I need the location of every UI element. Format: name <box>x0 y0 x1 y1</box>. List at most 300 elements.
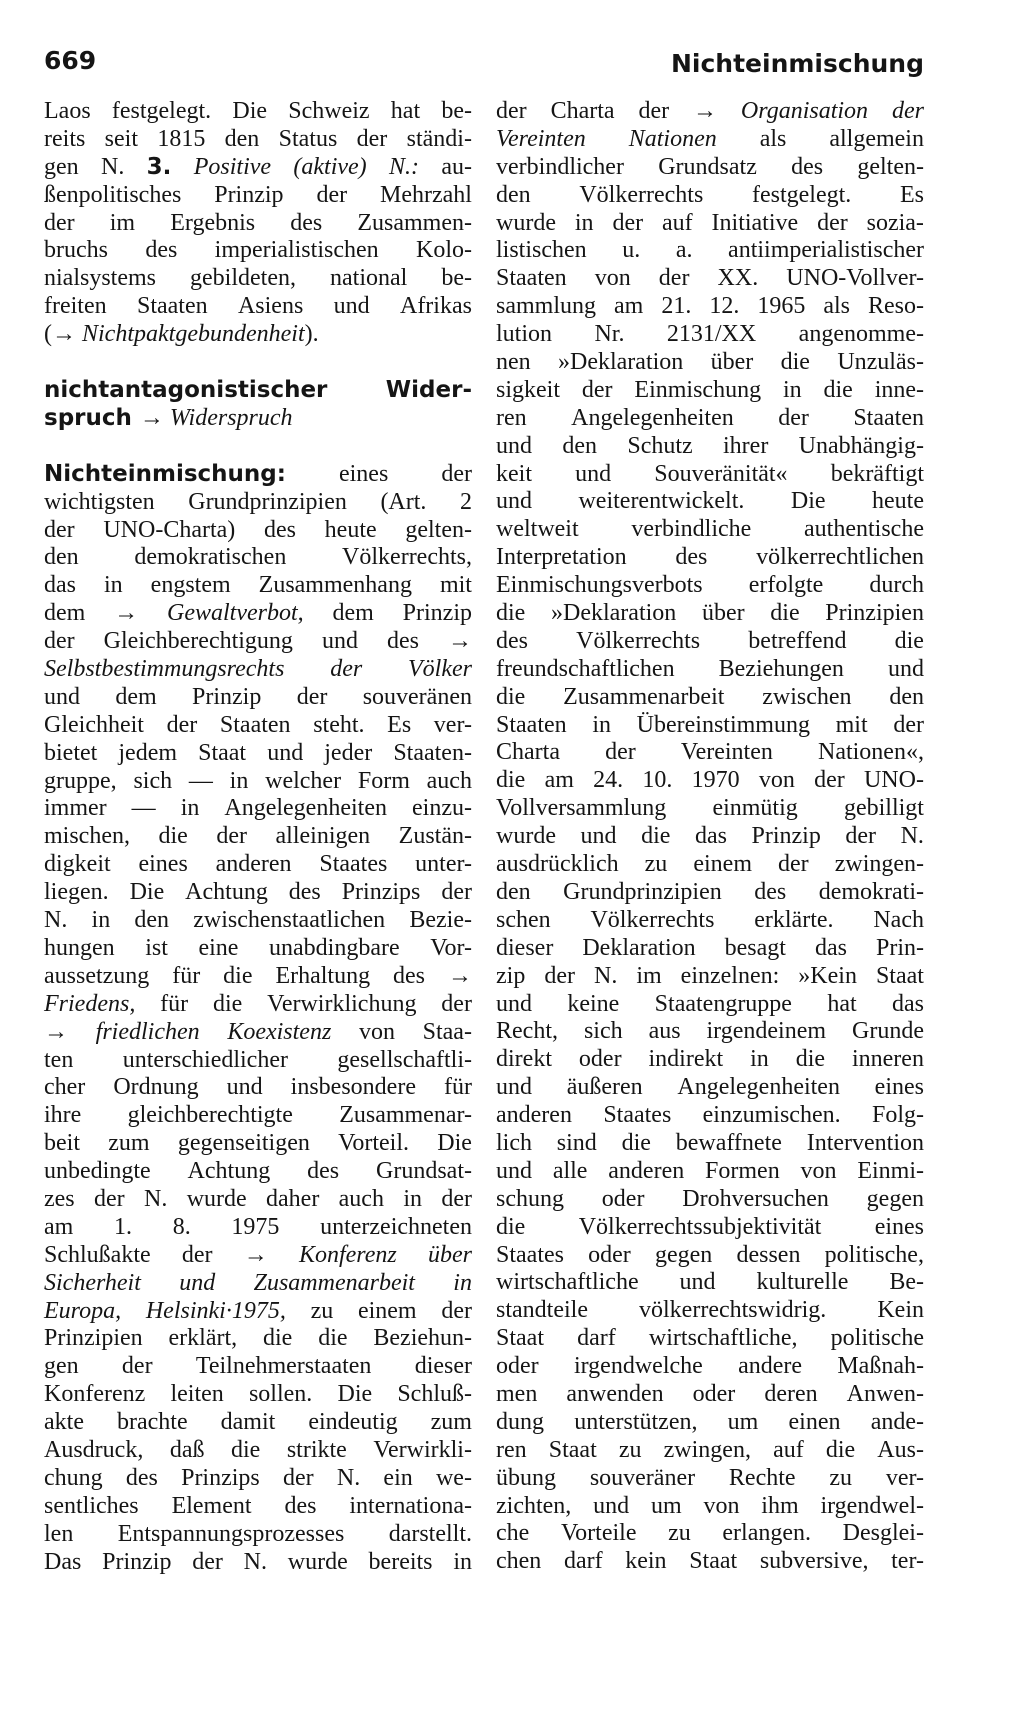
text-line <box>44 1214 472 1242</box>
word: demokratischen <box>134 544 287 571</box>
word: zu <box>668 1520 691 1547</box>
word: und <box>887 655 924 682</box>
text-line <box>44 210 472 238</box>
word: Mehrzahl <box>380 181 472 208</box>
word: den <box>224 125 260 152</box>
word: der <box>94 1185 125 1212</box>
word: → <box>447 962 472 989</box>
word: N. <box>44 907 68 934</box>
word: gen <box>44 153 79 180</box>
word: von <box>358 1018 395 1045</box>
text-line <box>496 1214 924 1242</box>
text-line <box>496 544 924 572</box>
word: dieser <box>414 1353 472 1380</box>
word: Initiative <box>711 209 799 236</box>
word: der <box>441 879 472 906</box>
word: standteile <box>496 1297 588 1324</box>
word: Wider- <box>385 377 472 404</box>
text-line <box>496 405 924 433</box>
word: Vereinten <box>496 125 586 152</box>
text-line <box>496 1465 924 1493</box>
word: Achtung <box>187 1158 271 1185</box>
text-line <box>496 572 924 600</box>
word: ihm <box>761 1492 799 1519</box>
text-line <box>44 1465 472 1493</box>
word: der <box>581 376 613 403</box>
text-line <box>44 991 472 1019</box>
text-line <box>44 684 472 712</box>
word: brachte <box>117 1409 188 1436</box>
word: sind <box>556 1129 597 1156</box>
page-number: 669 <box>44 46 97 75</box>
word: kulturelle <box>756 1269 849 1296</box>
word: sozia- <box>866 209 924 236</box>
word: 2 <box>460 488 472 515</box>
word: Vorteile <box>560 1520 637 1547</box>
word: dessen <box>736 1241 801 1268</box>
text-line <box>44 600 472 628</box>
word: Laos <box>44 98 91 124</box>
text-line <box>44 1437 472 1465</box>
word: N. <box>900 823 924 850</box>
word: oder <box>601 1185 645 1212</box>
text-line <box>44 154 472 182</box>
word: die <box>894 627 924 654</box>
word: gegenseitigen <box>177 1130 310 1157</box>
word: 1. <box>114 1213 133 1240</box>
text-line <box>44 1381 472 1409</box>
word: Reso- <box>868 293 924 320</box>
text-line <box>496 237 924 265</box>
word: auch <box>338 1185 384 1212</box>
text-line <box>44 1270 472 1298</box>
word: völkerrechtswidrig. <box>639 1297 827 1324</box>
word: XX. <box>717 265 759 292</box>
word: und <box>575 460 612 487</box>
text-line <box>496 126 924 154</box>
word: Nr. <box>594 321 625 348</box>
text-line <box>44 98 472 126</box>
word: des <box>386 628 419 655</box>
text-line <box>44 1298 472 1326</box>
word: zichten, <box>496 1492 572 1519</box>
word: in <box>91 907 111 934</box>
word: erfolgte <box>748 572 824 599</box>
word: die <box>496 767 526 794</box>
word: national <box>330 265 408 292</box>
word: von <box>703 1492 740 1519</box>
word: Aus- <box>877 1436 924 1463</box>
word: N.: <box>388 153 419 180</box>
word: wurde <box>186 1185 247 1212</box>
word: irgendwel- <box>820 1492 924 1519</box>
word: dem <box>44 600 86 627</box>
word: die <box>770 600 800 627</box>
word: einem <box>693 851 752 878</box>
word: die <box>496 1213 526 1240</box>
word: zu <box>310 1297 334 1324</box>
word: gegen <box>866 1185 924 1212</box>
word: den <box>889 683 924 710</box>
word: der <box>814 767 845 794</box>
word: verbindliche <box>631 516 752 543</box>
text-line <box>44 851 472 879</box>
text-line <box>496 739 924 767</box>
word: ihrer <box>723 432 769 459</box>
word: oder <box>578 1046 622 1073</box>
running-head: Nichteinmischung <box>671 49 924 78</box>
text-line <box>44 712 472 740</box>
word: heute <box>324 516 377 543</box>
word: wurde <box>496 209 556 236</box>
text-line <box>496 600 924 628</box>
word: die <box>223 962 253 989</box>
word: 1965 <box>757 293 806 320</box>
word: von <box>758 767 795 794</box>
word: Selbstbestimmungsrechts <box>44 656 285 683</box>
word: der <box>44 209 75 236</box>
word: damit <box>220 1409 276 1436</box>
word: äußeren <box>566 1074 643 1101</box>
word: Friedens, <box>44 990 136 1017</box>
text-line <box>496 628 924 656</box>
text-line <box>496 516 924 544</box>
word: einzu- <box>412 795 472 822</box>
word: 21. <box>661 293 692 320</box>
word: und <box>496 990 532 1017</box>
word: ren <box>496 404 527 431</box>
word: in <box>453 1269 472 1296</box>
word: Staat <box>875 962 924 989</box>
word: auch <box>426 767 472 794</box>
word: anderen <box>215 851 292 878</box>
word: be- <box>441 265 472 292</box>
word: die <box>212 990 243 1017</box>
word: 24. <box>593 767 624 794</box>
word: reits <box>44 125 86 152</box>
word: der <box>330 656 363 683</box>
word: welcher <box>265 767 342 794</box>
word: Beziehungen <box>718 655 844 682</box>
word: bietet <box>44 739 98 766</box>
word: daß <box>169 1436 205 1463</box>
word: → <box>243 1241 268 1268</box>
word: einzelnen: <box>680 962 780 989</box>
word: Vereinten <box>680 739 773 766</box>
text-line <box>496 1018 924 1046</box>
word: ten <box>44 1046 74 1073</box>
word: zu <box>829 1464 853 1491</box>
word: hat <box>827 990 857 1017</box>
text-line <box>496 991 924 1019</box>
word: Grunde <box>852 1018 924 1045</box>
word: in <box>782 376 802 403</box>
word: betreffend <box>748 627 847 654</box>
text-line <box>496 1325 924 1353</box>
word: Formen <box>705 1157 780 1184</box>
word: men <box>496 1380 538 1407</box>
word: Status <box>278 125 338 152</box>
text-line <box>44 1102 472 1130</box>
word: schen <box>496 906 551 933</box>
word: internationa- <box>349 1492 472 1519</box>
text-line <box>496 98 924 126</box>
word: dung <box>496 1408 544 1435</box>
word: ter- <box>891 1548 924 1575</box>
word: aussetzung <box>44 962 150 989</box>
word: ßenpolitisches <box>44 181 182 208</box>
word: der <box>44 628 75 655</box>
word: Positive <box>193 153 272 180</box>
word: und <box>580 823 617 850</box>
text-line <box>496 377 924 405</box>
word: → <box>693 98 718 124</box>
text-line <box>496 1046 924 1074</box>
word: in <box>453 1548 472 1575</box>
word: um <box>650 1492 682 1519</box>
text-line <box>496 1297 924 1325</box>
word: für <box>160 990 189 1017</box>
word: Charta <box>550 98 615 124</box>
word: authentische <box>804 516 924 543</box>
word: unter- <box>415 851 472 878</box>
text-line <box>44 489 472 517</box>
word: Völkerrechts <box>579 181 704 208</box>
word: die <box>825 1436 856 1463</box>
word: wirtschaftliche <box>496 1269 639 1296</box>
text-line <box>44 1158 472 1186</box>
word: unabdingbare <box>269 934 400 961</box>
word: bereits <box>368 1548 433 1575</box>
text-line <box>44 405 472 433</box>
text-line <box>44 1074 472 1102</box>
word: Staaten <box>496 265 567 292</box>
text-line <box>496 1437 924 1465</box>
word: hat <box>390 98 421 124</box>
text-line <box>496 907 924 935</box>
word: Ergebnis <box>170 209 256 236</box>
word: des <box>125 1464 158 1491</box>
word: zu <box>618 1436 642 1463</box>
word: als <box>759 125 787 152</box>
word: u. <box>622 237 641 264</box>
word: Afrikas <box>399 293 472 320</box>
word: politische <box>830 1325 924 1352</box>
word: ist <box>145 934 168 961</box>
word: → <box>114 600 139 627</box>
word: Widerspruch <box>169 404 293 431</box>
word: in <box>229 767 249 794</box>
word: und <box>333 293 370 320</box>
text-line <box>44 1019 472 1047</box>
text-line <box>44 1130 472 1158</box>
word: Zusammenar- <box>339 1102 472 1129</box>
word: Einmischungsverbots <box>496 572 703 599</box>
word: die <box>318 1325 348 1352</box>
word: imperialistischen <box>214 237 379 264</box>
word: 12. <box>709 293 740 320</box>
word: das <box>44 572 76 599</box>
word: → <box>447 628 472 655</box>
word: weiterentwickelt. <box>578 488 745 515</box>
word: gelten- <box>405 516 472 543</box>
word: Organisation <box>740 98 869 124</box>
text-line <box>496 1242 924 1270</box>
word: Grundsatz <box>658 153 757 180</box>
word: Ausdruck, <box>44 1436 144 1463</box>
word: ande- <box>870 1408 924 1435</box>
text-line <box>44 656 472 684</box>
word: für <box>443 1074 472 1101</box>
word: Kolo- <box>415 237 472 264</box>
word: zwischen <box>762 683 852 710</box>
word: eines <box>338 460 389 487</box>
word: Unzuläs- <box>837 349 924 376</box>
word: — <box>131 795 156 822</box>
text-line <box>496 1158 924 1186</box>
word: eines <box>874 1074 924 1101</box>
word: 1970 <box>691 767 740 794</box>
word: politische, <box>824 1241 924 1268</box>
word: au- <box>441 153 472 180</box>
word: Helsinki·1975, <box>145 1297 286 1324</box>
text-line <box>496 1493 924 1521</box>
word: 3. <box>146 153 172 180</box>
text-line <box>496 1353 924 1381</box>
word: → <box>44 1018 68 1045</box>
word: übung <box>496 1464 556 1491</box>
word: dem <box>115 683 157 710</box>
text-line <box>44 823 472 851</box>
text-line <box>496 349 924 377</box>
word: Prinzips <box>341 879 421 906</box>
word: Achtung <box>185 879 268 906</box>
word: gesellschaftli- <box>337 1046 472 1073</box>
word: demokrati- <box>818 878 924 905</box>
word: der <box>192 1548 223 1575</box>
word: Folg- <box>871 1102 924 1129</box>
word: bruchs <box>44 237 108 264</box>
word: strikte <box>286 1436 347 1463</box>
text-line <box>44 879 472 907</box>
word: Grundprinzipien <box>563 878 722 905</box>
word: eindeutig <box>308 1409 398 1436</box>
word: Die <box>129 879 165 906</box>
word: einen <box>788 1408 841 1435</box>
word: → <box>139 404 170 431</box>
word: friedlichen <box>95 1018 200 1045</box>
word: spruch <box>44 404 140 431</box>
word: Angelegenheiten <box>571 404 734 431</box>
word: Staatengruppe <box>654 990 792 1017</box>
word: hungen <box>44 934 115 961</box>
word: jeder <box>324 739 373 766</box>
text-line <box>44 126 472 154</box>
word: ständi- <box>406 125 472 152</box>
text-line <box>496 1381 924 1409</box>
word: allgemein <box>829 125 924 152</box>
word: der <box>817 209 848 236</box>
word: sigkeit <box>496 376 560 403</box>
word: Prinzip <box>102 1548 172 1575</box>
word: eine <box>198 934 239 961</box>
word: Ordnung <box>113 1074 199 1101</box>
word: Gewaltverbot, <box>167 600 304 627</box>
word: insbesondere <box>290 1074 416 1101</box>
word: gebildeten, <box>190 265 296 292</box>
word: ver- <box>885 1464 924 1491</box>
word: unterzeichneten <box>320 1213 472 1240</box>
word: Grundprinzipien <box>188 488 347 515</box>
word: und <box>179 1269 216 1296</box>
word: subversive, <box>759 1548 869 1575</box>
text-line <box>496 963 924 991</box>
word: der <box>316 181 348 208</box>
word: Konferenz <box>44 1381 146 1408</box>
word: Vorteil. <box>338 1130 410 1157</box>
word: andere <box>738 1353 803 1380</box>
word: in <box>750 1046 769 1073</box>
word: Unabhängig- <box>798 432 924 459</box>
word: digkeit <box>44 851 111 878</box>
word: oder <box>692 1380 736 1407</box>
text-line <box>44 377 472 405</box>
word: daher <box>266 1185 320 1212</box>
word: (→ <box>44 321 82 348</box>
word: der <box>778 851 809 878</box>
text-line <box>44 182 472 210</box>
word: als <box>823 293 850 320</box>
word: den <box>496 878 531 905</box>
word: gleichberechtigte <box>127 1102 293 1129</box>
word: der <box>296 683 328 710</box>
word: Form <box>357 767 410 794</box>
word: chung <box>44 1464 103 1491</box>
word: darf <box>563 1548 603 1575</box>
word: nen <box>496 349 531 376</box>
word: indirekt <box>648 1046 724 1073</box>
word: die <box>621 1129 651 1156</box>
word: zu <box>644 851 668 878</box>
word: anderen <box>608 1157 685 1184</box>
word: Staates <box>496 1241 564 1268</box>
word: die <box>795 1046 826 1073</box>
word: des <box>263 516 296 543</box>
word: der <box>44 516 75 543</box>
word: Bezie- <box>409 907 472 934</box>
word: cher <box>44 1074 86 1101</box>
text-line <box>44 321 472 349</box>
word: der <box>778 404 809 431</box>
word: sammlung <box>496 293 596 320</box>
word: (aktive) <box>293 153 367 180</box>
word: ausdrücklich <box>496 851 619 878</box>
text-line <box>44 572 472 600</box>
word: des <box>754 878 787 905</box>
word: Interpretation <box>496 544 627 571</box>
word: a. <box>675 237 693 264</box>
word: den <box>44 544 79 571</box>
word: direkt <box>496 1046 552 1073</box>
word: Nichtpaktgebundenheit <box>82 321 305 348</box>
word: wichtigsten <box>44 488 155 515</box>
word: der <box>166 711 198 738</box>
word: Verwirkli- <box>373 1436 472 1463</box>
word: Zusammen- <box>357 209 472 236</box>
text-line <box>44 461 472 489</box>
word: Gleichheit <box>44 711 144 738</box>
word: Grundsat- <box>376 1158 472 1185</box>
